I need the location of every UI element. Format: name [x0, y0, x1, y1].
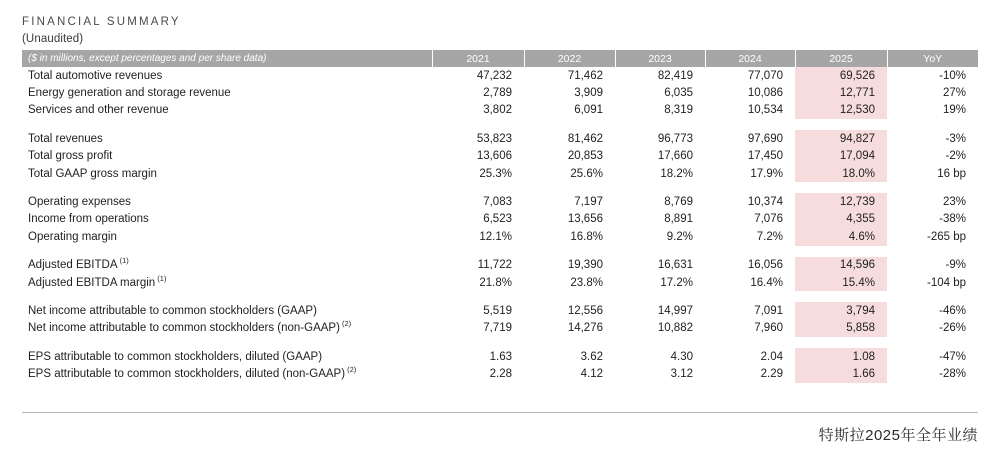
row-value: 8,319	[664, 104, 693, 117]
row-value: 2,789	[483, 87, 512, 100]
row-value: 17.2%	[660, 276, 693, 289]
row-value: 1.08	[795, 348, 887, 365]
page-title: FINANCIAL SUMMARY	[22, 16, 181, 28]
footnote-marker: (1)	[117, 256, 129, 266]
row-label: Operating expenses	[28, 196, 131, 209]
row-value: -28%	[939, 368, 966, 381]
row-value: 5,858	[795, 320, 887, 337]
table-spacer-row	[22, 246, 978, 257]
row-value: 6,523	[483, 213, 512, 226]
row-value: 16.4%	[750, 276, 783, 289]
column-header-2022: 2022	[524, 50, 615, 67]
row-value: 6,035	[664, 87, 693, 100]
row-value: 7,960	[754, 322, 783, 335]
row-value: 18.0%	[795, 165, 887, 182]
row-value: 4.30	[670, 350, 693, 363]
row-value: 7,083	[483, 196, 512, 209]
row-value: 21.8%	[479, 276, 512, 289]
row-label: Net income attributable to common stockholders (GAAP)	[28, 304, 317, 317]
footnote-marker: (1)	[155, 273, 167, 283]
page-subtitle: (Unaudited)	[22, 33, 84, 45]
row-value: -10%	[939, 69, 966, 82]
table-row	[22, 67, 978, 84]
row-value: 16,056	[747, 259, 783, 272]
row-value: -38%	[939, 213, 966, 226]
row-value: 13,606	[476, 150, 512, 163]
row-label: Services and other revenue	[28, 104, 169, 117]
row-value: -104 bp	[926, 276, 966, 289]
row-value: 18.2%	[660, 167, 693, 180]
row-value: -3%	[945, 132, 966, 145]
row-value: 71,462	[567, 69, 603, 82]
row-value: 19%	[942, 104, 966, 117]
row-value: 17,450	[747, 150, 783, 163]
row-value: 1.66	[795, 365, 887, 382]
row-label: Total automotive revenues	[28, 69, 163, 82]
row-value: 27%	[942, 87, 966, 100]
financial-summary-table	[22, 50, 978, 383]
row-value: 13,656	[567, 213, 603, 226]
spacer-cell	[22, 119, 978, 130]
table-row	[22, 257, 978, 274]
table-spacer-row	[22, 337, 978, 348]
row-value: 12,556	[567, 304, 603, 317]
table-spacer-row	[22, 291, 978, 302]
row-value: 10,086	[747, 87, 783, 100]
row-value: 10,534	[747, 104, 783, 117]
table-spacer-row	[22, 182, 978, 193]
row-value: 53,823	[476, 132, 512, 145]
row-value: -47%	[939, 350, 966, 363]
row-value: 4.12	[580, 368, 603, 381]
row-value: -9%	[945, 259, 966, 272]
row-label: Energy generation and storage revenue	[28, 87, 231, 100]
row-value: 12,771	[795, 84, 887, 101]
row-value: 10,374	[747, 196, 783, 209]
table-row	[22, 228, 978, 245]
row-value: 97,690	[747, 132, 783, 145]
row-value: 11,722	[477, 259, 512, 272]
row-value: 17,094	[795, 148, 887, 165]
column-header-label: ($ in millions, except percentages and per share data)	[22, 50, 432, 67]
row-value: 3.12	[670, 368, 693, 381]
row-value: 3,794	[795, 302, 887, 319]
row-value: 14,997	[657, 304, 693, 317]
row-value: 2.28	[489, 368, 512, 381]
row-value: 94,827	[795, 130, 887, 147]
row-value: 20,853	[567, 150, 603, 163]
row-label: Total gross profit	[28, 150, 113, 163]
row-value: 19,390	[567, 259, 603, 272]
column-header-2024: 2024	[705, 50, 795, 67]
row-value: 5,519	[483, 304, 512, 317]
row-value: 9.2%	[666, 230, 693, 243]
row-value: -265 bp	[926, 230, 966, 243]
table-body	[22, 67, 978, 383]
table-header	[22, 50, 978, 67]
row-value: 25.6%	[570, 167, 603, 180]
table-row	[22, 102, 978, 119]
column-header-2025: 2025	[795, 50, 887, 67]
row-value: 3,909	[574, 87, 603, 100]
row-value: 12,530	[795, 102, 887, 119]
row-value: 16.8%	[570, 230, 603, 243]
spacer-cell	[22, 291, 978, 302]
table-row	[22, 165, 978, 182]
row-value: 7,091	[754, 304, 783, 317]
table-row	[22, 193, 978, 210]
row-value: 81,462	[567, 132, 603, 145]
table-spacer-row	[22, 119, 978, 130]
row-label: EPS attributable to common stockholders, diluted (GAAP)	[28, 350, 323, 363]
row-value: 7,076	[754, 213, 783, 226]
row-value: 96,773	[657, 132, 693, 145]
row-value: 4,355	[795, 211, 887, 228]
row-value: 14,276	[567, 322, 603, 335]
row-label: Adjusted EBITDA margin $^{(1)}$	[28, 273, 167, 289]
row-value: -46%	[939, 304, 966, 317]
table-row	[22, 130, 978, 147]
row-label: Operating margin	[28, 230, 117, 243]
row-value: 14,596	[795, 257, 887, 274]
row-label: Total revenues	[28, 132, 103, 145]
row-value: 7,197	[574, 196, 603, 209]
row-value: 3.62	[580, 350, 603, 363]
footnote-marker: (2)	[345, 365, 357, 375]
row-value: 69,526	[795, 67, 887, 84]
column-header-2021: 2021	[432, 50, 524, 67]
row-value: 23%	[942, 196, 966, 209]
row-value: 6,091	[574, 104, 603, 117]
row-label: Net income attributable to common stockholders (non-GAAP) $^{(2)}$	[28, 319, 352, 335]
row-value: -26%	[939, 322, 966, 335]
row-value: 2.04	[760, 350, 783, 363]
row-value: 17,660	[657, 150, 693, 163]
row-value: 16 bp	[937, 167, 966, 180]
row-value: 47,232	[476, 69, 512, 82]
table-row	[22, 211, 978, 228]
table-row	[22, 302, 978, 319]
table-row	[22, 365, 978, 382]
row-value: 15.4%	[795, 274, 887, 291]
spacer-cell	[22, 337, 978, 348]
row-value: 4.6%	[795, 228, 887, 245]
spacer-cell	[22, 182, 978, 193]
table-row	[22, 274, 978, 291]
row-label: Total GAAP gross margin	[28, 167, 157, 180]
table-row	[22, 148, 978, 165]
row-value: 8,891	[664, 213, 693, 226]
spacer-cell	[22, 246, 978, 257]
row-value: 82,419	[657, 69, 693, 82]
footnote-marker: (2)	[339, 319, 352, 329]
column-header-2023: 2023	[615, 50, 705, 67]
table-header-row	[22, 50, 978, 67]
row-label: Income from operations	[28, 213, 149, 226]
row-label: EPS attributable to common stockholders, diluted (non-GAAP) $^{(2)}$	[28, 365, 357, 381]
row-value: 7,719	[483, 322, 512, 335]
row-value: 7.2%	[756, 230, 783, 243]
column-header-yoy: YoY	[887, 50, 978, 67]
table-row	[22, 84, 978, 101]
row-value: 8,769	[664, 196, 693, 209]
row-value: 25.3%	[479, 167, 512, 180]
caption-text: 特斯拉2025年全年业绩	[818, 427, 978, 444]
row-value: 77,070	[747, 69, 783, 82]
row-value: 17.9%	[750, 167, 783, 180]
row-value: 16,631	[657, 259, 693, 272]
row-value: 10,882	[657, 322, 693, 335]
table-row	[22, 348, 978, 365]
row-value: 12,739	[795, 193, 887, 210]
row-value: 2.29	[760, 368, 783, 381]
table-row	[22, 320, 978, 337]
row-value: 12.1%	[479, 230, 512, 243]
bottom-divider	[22, 412, 978, 413]
row-value: -2%	[945, 150, 966, 163]
row-label: Adjusted EBITDA $^{(1)}$	[28, 256, 129, 272]
row-value: 23.8%	[570, 276, 603, 289]
row-value: 3,802	[483, 104, 512, 117]
header-block	[22, 16, 181, 45]
row-value: 1.63	[489, 350, 512, 363]
